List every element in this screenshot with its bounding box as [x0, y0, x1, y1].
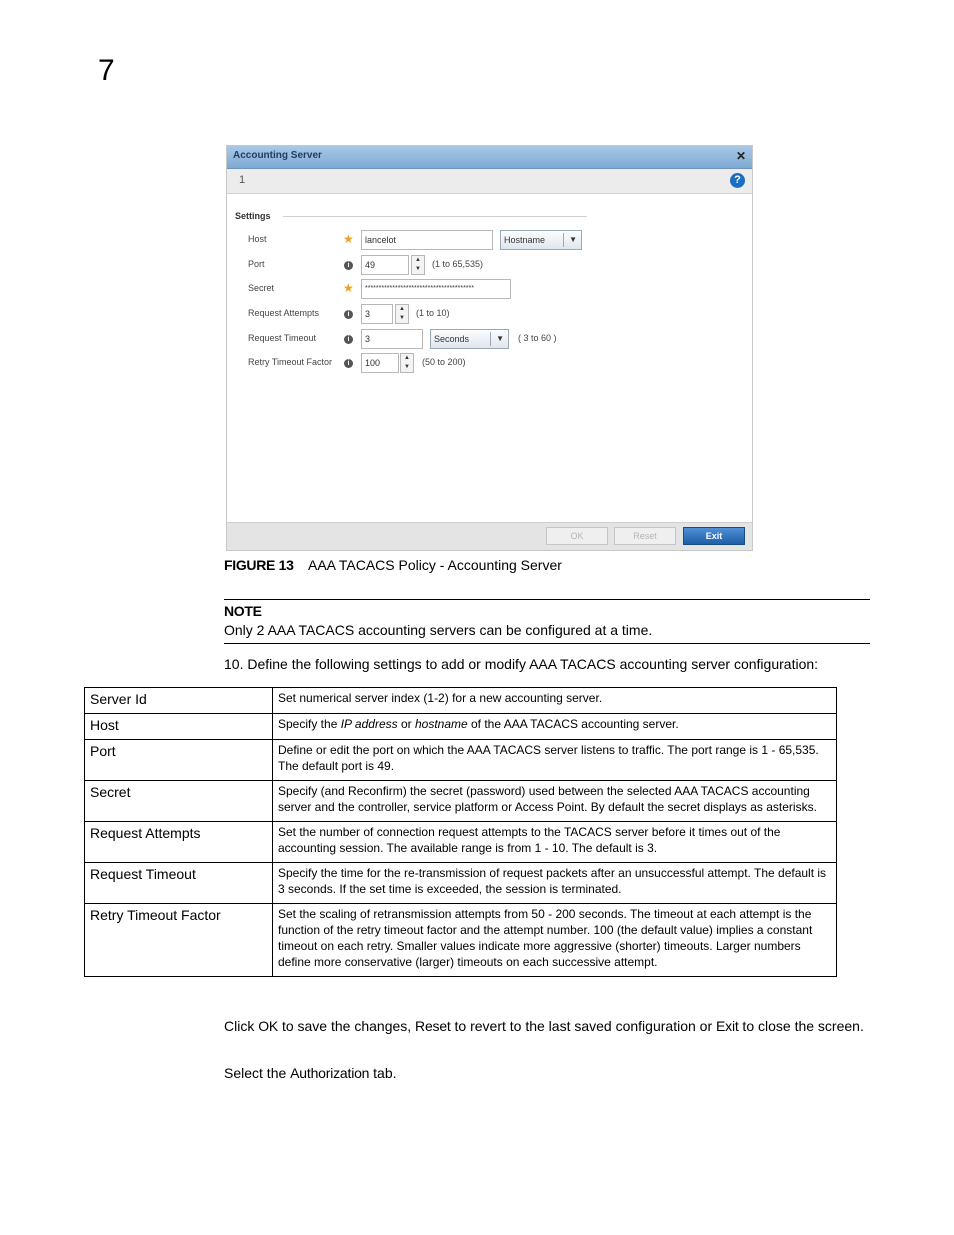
- reset-keyword: Reset: [415, 1018, 451, 1034]
- port-range: (1 to 65,535): [432, 259, 484, 269]
- request-attempts-input[interactable]: 3: [361, 304, 393, 324]
- step-10-text: 10. Define the following settings to add or modify AAA TACACS accounting server configuration:: [224, 656, 819, 672]
- note-text: Only 2 AAA TACACS accounting servers can be configured at a time.: [224, 622, 653, 638]
- retry-timeout-factor-input[interactable]: 100: [361, 353, 399, 373]
- info-icon: i: [344, 261, 353, 270]
- retry-timeout-factor-stepper[interactable]: ▲ ▼: [400, 353, 414, 373]
- host-input[interactable]: lancelot: [361, 230, 493, 250]
- table-row: [85, 781, 837, 822]
- request-attempts-label: Request Attempts: [248, 308, 320, 318]
- port-input[interactable]: 49: [361, 255, 409, 275]
- info-icon: i: [344, 359, 353, 368]
- request-timeout-input[interactable]: 3: [361, 329, 423, 349]
- note-bottom-rule: [224, 643, 870, 644]
- note-label: NOTE: [224, 603, 262, 619]
- host-type-select[interactable]: [500, 230, 582, 250]
- info-icon: i: [344, 335, 353, 344]
- host-label: Host: [248, 234, 267, 244]
- settings-table: [84, 687, 837, 977]
- table-row: [85, 822, 837, 863]
- instruction-paragraph: Click OK to save the changes, Reset to revert to the last saved configuration or Exit to close the screen.: [224, 1018, 864, 1034]
- table-row: [85, 863, 837, 904]
- param-name: Port: [85, 740, 273, 781]
- ok-keyword: OK: [258, 1018, 279, 1034]
- secret-input[interactable]: ****************************************: [361, 279, 511, 299]
- secret-label: Secret: [248, 283, 275, 293]
- chevron-down-icon: ▼: [496, 334, 504, 343]
- host-type-value: Hostname: [504, 235, 546, 245]
- settings-legend: Settings: [235, 211, 271, 221]
- param-name: Secret: [85, 781, 273, 822]
- param-desc: Specify the time for the re-transmission of request packets after an unsuccessful attempt. The default is 3 seconds. If the set time is exceeded, the session is terminated.: [273, 863, 837, 904]
- chapter-number: 7: [98, 54, 115, 87]
- close-icon[interactable]: ✕: [735, 149, 746, 163]
- request-attempts-stepper[interactable]: ▲ ▼: [395, 304, 409, 324]
- exit-keyword: Exit: [716, 1018, 739, 1034]
- host-row: [227, 230, 752, 252]
- request-timeout-unit-select[interactable]: [430, 329, 509, 349]
- request-timeout-row: [227, 329, 752, 351]
- server-id-bar: [227, 169, 752, 194]
- help-icon[interactable]: ?: [730, 173, 745, 188]
- ok-button[interactable]: OK: [546, 527, 608, 545]
- chevron-down-icon: ▼: [569, 235, 577, 244]
- table-row: [85, 714, 837, 740]
- param-desc: Specify the IP address or hostname of the AAA TACACS accounting server.: [273, 714, 837, 740]
- port-stepper[interactable]: ▲ ▼: [411, 255, 425, 275]
- param-desc: Set the scaling of retransmission attempts from 50 - 200 seconds. The timeout at each attempt is the function of the retry timeout factor and the attempt number. 100 (the default value) implies a constant timeout on each retry. Smaller values indicate more aggressive (shorter) timeouts. Larger numbers define more conservative (larger) timeouts on each successive attempt.: [273, 904, 837, 977]
- retry-timeout-factor-range: (50 to 200): [422, 357, 466, 367]
- dialog-footer: [227, 522, 752, 550]
- retry-timeout-factor-label: Retry Timeout Factor: [248, 357, 333, 367]
- info-icon: i: [344, 310, 353, 319]
- table-row: [85, 904, 837, 977]
- request-timeout-unit-value: Seconds: [434, 334, 470, 344]
- retry-timeout-factor-row: [227, 353, 752, 375]
- port-row: [227, 255, 752, 277]
- dialog-title: Accounting Server: [233, 150, 322, 161]
- request-attempts-row: [227, 304, 752, 326]
- port-label: Port: [248, 259, 265, 269]
- authorization-keyword: Authorization: [290, 1065, 370, 1081]
- required-star-icon: ★: [343, 232, 354, 246]
- table-row: [85, 740, 837, 781]
- param-desc: Specify (and Reconfirm) the secret (password) used between the selected AAA TACACS accounting server and the controller, service platform or Access Point. By default the secret displays as asterisks.: [273, 781, 837, 822]
- dialog-titlebar: [227, 146, 752, 169]
- param-name: Host: [85, 714, 273, 740]
- request-timeout-label: Request Timeout: [248, 333, 317, 343]
- note-top-rule: [224, 599, 870, 600]
- param-desc: Set numerical server index (1-2) for a new accounting server.: [273, 688, 837, 714]
- param-name: Server Id: [85, 688, 273, 714]
- table-row: [85, 688, 837, 714]
- authorization-paragraph: Select the Authorization tab.: [224, 1065, 397, 1081]
- required-star-icon: ★: [343, 281, 354, 295]
- request-timeout-range: ( 3 to 60 ): [518, 333, 557, 343]
- server-id-value: 1: [239, 174, 246, 186]
- request-attempts-range: (1 to 10): [416, 308, 450, 318]
- param-desc: Define or edit the port on which the AAA TACACS server listens to traffic. The port range is 1 - 65,535. The default port is 49.: [273, 740, 837, 781]
- figure-caption: [224, 557, 562, 573]
- reset-button[interactable]: Reset: [614, 527, 676, 545]
- param-desc: Set the number of connection request attempts to the TACACS server before it times out of the accounting session. The available range is from 1 - 10. The default is 3.: [273, 822, 837, 863]
- param-name: Retry Timeout Factor: [85, 904, 273, 977]
- param-name: Request Attempts: [85, 822, 273, 863]
- exit-button[interactable]: Exit: [683, 527, 745, 545]
- param-name: Request Timeout: [85, 863, 273, 904]
- accounting-server-dialog: [226, 145, 753, 551]
- figure-title: AAA TACACS Policy - Accounting Server: [308, 557, 562, 573]
- secret-row: [227, 279, 752, 301]
- settings-divider: [283, 216, 587, 217]
- figure-label: FIGURE 13: [224, 557, 294, 573]
